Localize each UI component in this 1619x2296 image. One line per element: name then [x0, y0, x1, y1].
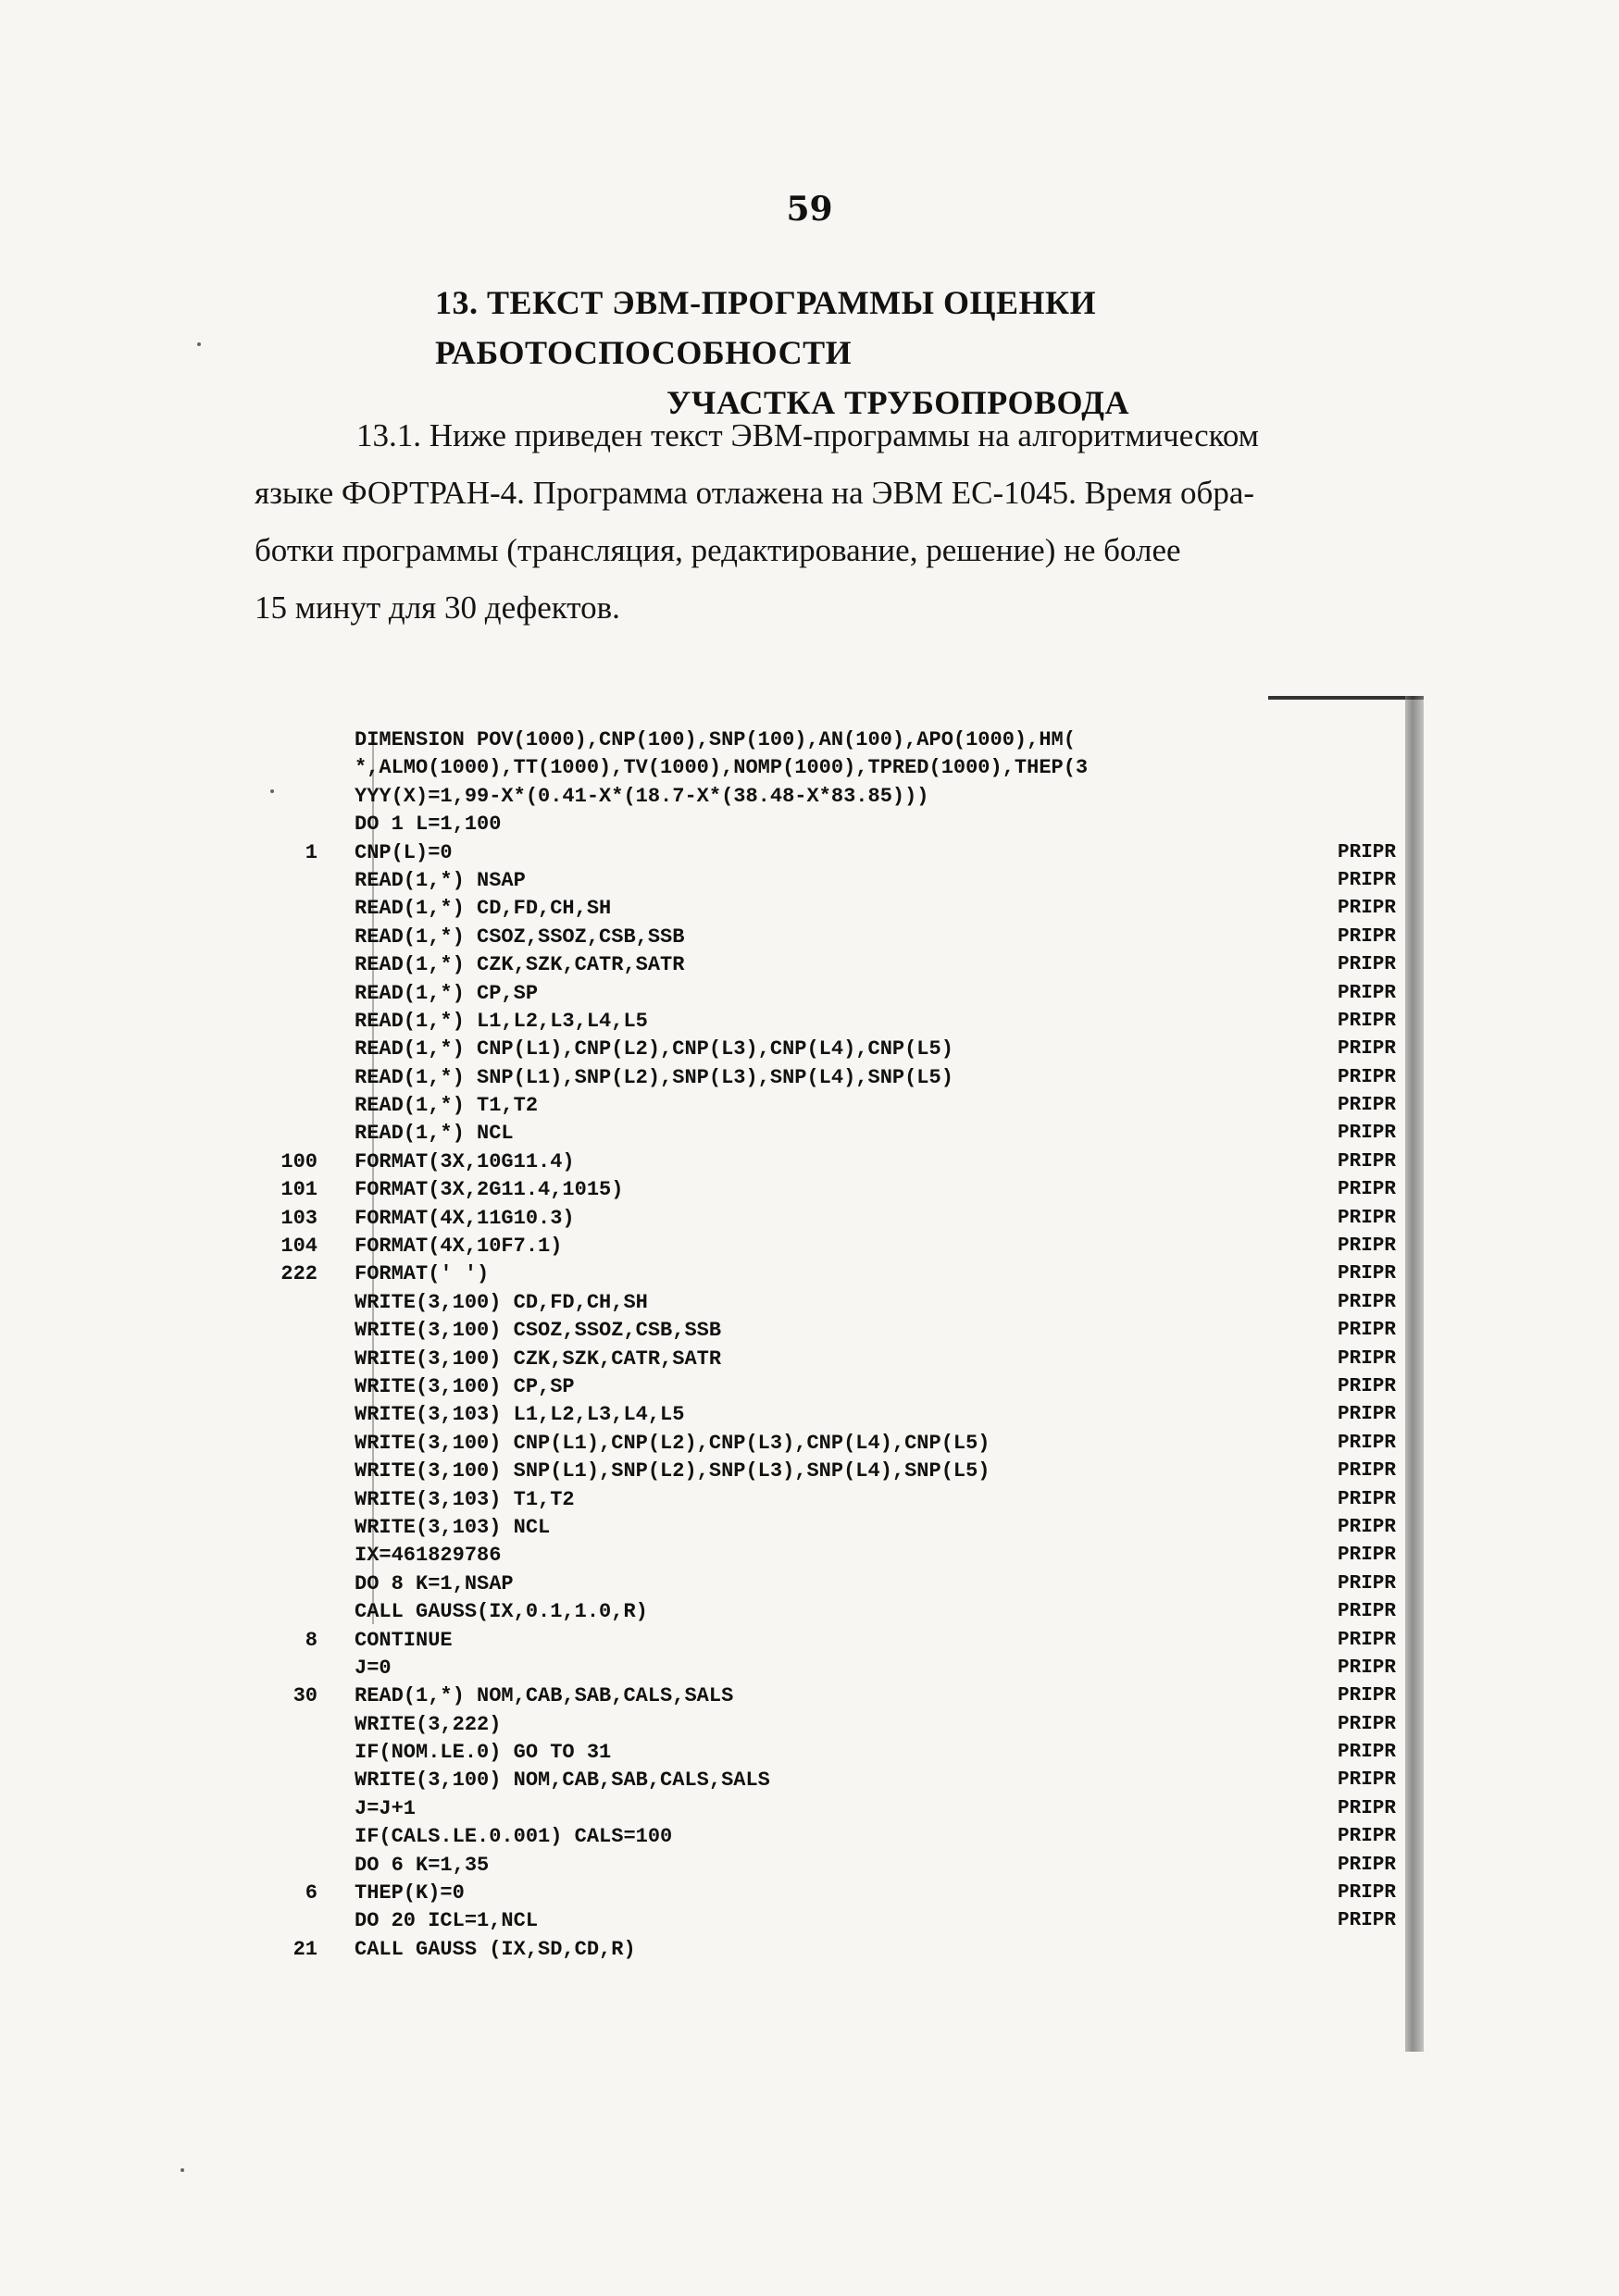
code-line — [236, 980, 1430, 1008]
code-line — [236, 1570, 1430, 1598]
speck — [181, 2168, 184, 2172]
statement-text: WRITE(3,100) CD,FD,CH,SH — [355, 1290, 648, 1314]
statement-text: WRITE(3,103) L1,L2,L3,L4,L5 — [355, 1403, 685, 1427]
statement-text: READ(1,*) CD,FD,CH,SH — [355, 897, 612, 921]
statement-text: FORMAT(4X,11G10.3) — [355, 1206, 575, 1230]
statement-label — [236, 1767, 355, 1794]
code-line — [236, 1739, 1430, 1767]
statement-label: 100 — [280, 1149, 318, 1173]
statement-text: *,ALMO(1000),TT(1000),TV(1000),NOMP(1000),TPRED(1000),THEP(3 — [355, 756, 1089, 780]
sequence-id — [1338, 783, 1430, 811]
sequence-id: PRIPR — [1338, 1095, 1397, 1117]
code-line — [236, 1936, 1430, 1964]
sequence-id: PRIPR — [1338, 1123, 1397, 1145]
code-line — [236, 754, 1430, 782]
statement-text: J=J+1 — [355, 1796, 417, 1820]
sequence-id: PRIPR — [1338, 1516, 1397, 1538]
statement-label: 1 — [305, 840, 318, 864]
statement-label — [236, 1711, 355, 1739]
paragraph-line: 15 минут для 30 дефектов. — [255, 590, 620, 626]
sequence-id: PRIPR — [1338, 1910, 1397, 1932]
code-line — [236, 726, 1430, 754]
statement-label — [236, 1458, 355, 1485]
statement-label — [236, 951, 355, 979]
statement-text: READ(1,*) CSOZ,SSOZ,CSB,SSB — [355, 925, 685, 949]
statement-text: READ(1,*) CNP(L1),CNP(L2),CNP(L3),CNP(L4),CNP(L5) — [355, 1037, 953, 1061]
code-line — [236, 839, 1430, 867]
statement-text: CALL GAUSS(IX,0.1,1.0,R) — [355, 1600, 648, 1624]
statement-text: READ(1,*) NSAP — [355, 868, 526, 892]
statement-label — [236, 924, 355, 951]
page-number: 59 — [786, 190, 833, 229]
statement-text: WRITE(3,222) — [355, 1712, 502, 1736]
statement-text: IF(NOM.LE.0) GO TO 31 — [355, 1741, 612, 1765]
statement-label: 21 — [293, 1937, 318, 1961]
statement-label — [236, 1373, 355, 1401]
statement-text: WRITE(3,103) T1,T2 — [355, 1487, 575, 1511]
statement-text: DIMENSION POV(1000),CNP(100),SNP(100),AN(100),APO(1000),HM( — [355, 728, 1076, 751]
code-line — [236, 1711, 1430, 1739]
fortran-listing — [236, 726, 1430, 1964]
statement-label: 8 — [305, 1628, 318, 1652]
statement-label — [236, 1823, 355, 1851]
statement-label — [236, 1092, 355, 1120]
code-line — [236, 1120, 1430, 1148]
statement-text: FORMAT(3X,10G11.4) — [355, 1149, 575, 1173]
sequence-id: PRIPR — [1338, 1797, 1397, 1819]
statement-label — [236, 726, 355, 754]
statement-text: FORMAT(4X,10F7.1) — [355, 1235, 563, 1259]
statement-text: WRITE(3,100) SNP(L1),SNP(L2),SNP(L3),SNP(L4),SNP(L5) — [355, 1459, 990, 1483]
section-heading — [435, 278, 1416, 428]
sequence-id: PRIPR — [1338, 925, 1397, 948]
statement-text: READ(1,*) NOM,CAB,SAB,CALS,SALS — [355, 1684, 734, 1708]
code-line — [236, 1795, 1430, 1823]
code-line — [236, 1907, 1430, 1935]
code-line — [236, 1373, 1430, 1401]
statement-text: WRITE(3,100) CP,SP — [355, 1374, 575, 1398]
code-line — [236, 1655, 1430, 1682]
code-line — [236, 783, 1430, 811]
sequence-id: PRIPR — [1338, 1038, 1397, 1061]
sequence-id: PRIPR — [1338, 1235, 1397, 1258]
statement-label — [236, 1486, 355, 1514]
statement-text: DO 1 L=1,100 — [355, 813, 502, 837]
speck — [270, 789, 274, 793]
statement-text: CNP(L)=0 — [355, 840, 453, 864]
statement-text: READ(1,*) SNP(L1),SNP(L2),SNP(L3),SNP(L4),SNP(L5) — [355, 1065, 953, 1089]
code-line — [236, 1317, 1430, 1345]
statement-label — [236, 754, 355, 782]
sequence-id: PRIPR — [1338, 841, 1397, 863]
speck — [197, 342, 201, 346]
intro-paragraph — [255, 407, 1439, 637]
statement-label — [236, 1739, 355, 1767]
statement-label — [236, 783, 355, 811]
sequence-id: PRIPR — [1338, 1572, 1397, 1595]
sequence-id — [1338, 811, 1430, 838]
sequence-id: PRIPR — [1338, 1545, 1397, 1567]
sequence-id: PRIPR — [1338, 869, 1397, 891]
statement-label: 103 — [280, 1206, 318, 1230]
statement-label — [236, 811, 355, 838]
paragraph-line: 13.1. Ниже приведен текст ЭВМ-программы на алгоритмическом — [356, 417, 1259, 453]
statement-text: CALL GAUSS (IX,SD,CD,R) — [355, 1937, 636, 1961]
heading-line-2: УЧАСТКА ТРУБОПРОВОДА — [666, 384, 1129, 421]
statement-label — [236, 1120, 355, 1148]
statement-label — [236, 1570, 355, 1598]
sequence-id: PRIPR — [1338, 1742, 1397, 1764]
sequence-id — [1338, 1936, 1430, 1964]
statement-label — [236, 1598, 355, 1626]
sequence-id: PRIPR — [1338, 1066, 1397, 1088]
sequence-id — [1338, 754, 1430, 782]
statement-text: IF(CALS.LE.0.001) CALS=100 — [355, 1825, 673, 1849]
statement-text: READ(1,*) CP,SP — [355, 981, 539, 1005]
code-line — [236, 867, 1430, 895]
code-line — [236, 895, 1430, 923]
statement-label: 6 — [305, 1881, 318, 1905]
statement-label — [236, 1514, 355, 1542]
statement-text: DO 8 K=1,NSAP — [355, 1571, 514, 1595]
code-line — [236, 1346, 1430, 1373]
code-line — [236, 1008, 1430, 1036]
sequence-id: PRIPR — [1338, 1179, 1397, 1201]
statement-label: 101 — [280, 1178, 318, 1202]
sequence-id: PRIPR — [1338, 954, 1397, 976]
sequence-id: PRIPR — [1338, 1207, 1397, 1229]
statement-label — [236, 1008, 355, 1036]
code-line — [236, 951, 1430, 979]
sequence-id: PRIPR — [1338, 1150, 1397, 1173]
code-line — [236, 1542, 1430, 1570]
code-line — [236, 1260, 1430, 1288]
sequence-id: PRIPR — [1338, 1263, 1397, 1285]
statement-label: 222 — [280, 1262, 318, 1286]
code-line — [236, 1486, 1430, 1514]
sequence-id: PRIPR — [1338, 1010, 1397, 1032]
statement-label — [236, 1907, 355, 1935]
sequence-id: PRIPR — [1338, 1404, 1397, 1426]
statement-text: DO 20 ICL=1,NCL — [355, 1909, 539, 1933]
code-line — [236, 1852, 1430, 1880]
code-line — [236, 1148, 1430, 1176]
sequence-id: PRIPR — [1338, 1460, 1397, 1483]
statement-label — [236, 867, 355, 895]
sequence-id: PRIPR — [1338, 1826, 1397, 1848]
code-line — [236, 1064, 1430, 1092]
code-line — [236, 1458, 1430, 1485]
paragraph-line: ботки программы (трансляция, редактирование, решение) не более — [255, 532, 1181, 568]
code-line — [236, 811, 1430, 838]
sequence-id: PRIPR — [1338, 1432, 1397, 1454]
code-line — [236, 1036, 1430, 1063]
code-line — [236, 1682, 1430, 1710]
code-line — [236, 1514, 1430, 1542]
statement-text: FORMAT(' ') — [355, 1262, 490, 1286]
code-line — [236, 1233, 1430, 1260]
sequence-id: PRIPR — [1338, 1713, 1397, 1735]
statement-text: YYY(X)=1,99-X*(0.41-X*(18.7-X*(38.48-X*83.85))) — [355, 784, 929, 808]
statement-text: WRITE(3,100) CZK,SZK,CATR,SATR — [355, 1347, 722, 1371]
code-line — [236, 1430, 1430, 1458]
sequence-id: PRIPR — [1338, 1769, 1397, 1792]
sequence-id: PRIPR — [1338, 1601, 1397, 1623]
sequence-id: PRIPR — [1338, 1488, 1397, 1510]
statement-text: WRITE(3,103) NCL — [355, 1515, 551, 1539]
statement-label — [236, 1346, 355, 1373]
statement-label — [236, 1289, 355, 1317]
statement-label — [236, 1795, 355, 1823]
code-line — [236, 1205, 1430, 1233]
statement-label — [236, 980, 355, 1008]
code-line — [236, 1598, 1430, 1626]
statement-label — [236, 1430, 355, 1458]
statement-text: READ(1,*) NCL — [355, 1122, 514, 1146]
sequence-id: PRIPR — [1338, 898, 1397, 920]
sequence-id — [1338, 726, 1430, 754]
code-line — [236, 1767, 1430, 1794]
statement-label — [236, 1401, 355, 1429]
statement-text: DO 6 K=1,35 — [355, 1853, 490, 1877]
statement-label — [236, 1064, 355, 1092]
sequence-id: PRIPR — [1338, 1629, 1397, 1651]
sequence-id: PRIPR — [1338, 1882, 1397, 1905]
statement-label — [236, 895, 355, 923]
sequence-id: PRIPR — [1338, 1657, 1397, 1679]
code-line — [236, 924, 1430, 951]
statement-label — [236, 1317, 355, 1345]
statement-label — [236, 1655, 355, 1682]
statement-text: IX=461829786 — [355, 1544, 502, 1568]
code-line — [236, 1092, 1430, 1120]
sequence-id: PRIPR — [1338, 1685, 1397, 1707]
statement-text: WRITE(3,100) CSOZ,SSOZ,CSB,SSB — [355, 1319, 722, 1343]
statement-text: FORMAT(3X,2G11.4,1015) — [355, 1178, 624, 1202]
statement-text: READ(1,*) CZK,SZK,CATR,SATR — [355, 953, 685, 977]
statement-label: 30 — [293, 1684, 318, 1708]
statement-text: READ(1,*) L1,L2,L3,L4,L5 — [355, 1009, 648, 1033]
sequence-id: PRIPR — [1338, 982, 1397, 1004]
code-line — [236, 1627, 1430, 1655]
statement-label — [236, 1542, 355, 1570]
statement-label: 104 — [280, 1235, 318, 1259]
code-line — [236, 1880, 1430, 1907]
sequence-id: PRIPR — [1338, 1375, 1397, 1397]
sequence-id: PRIPR — [1338, 1347, 1397, 1370]
statement-text: CONTINUE — [355, 1628, 453, 1652]
statement-label — [236, 1852, 355, 1880]
code-line — [236, 1289, 1430, 1317]
sequence-id: PRIPR — [1338, 1291, 1397, 1313]
code-line — [236, 1823, 1430, 1851]
statement-text: WRITE(3,100) CNP(L1),CNP(L2),CNP(L3),CNP(L4),CNP(L5) — [355, 1431, 990, 1455]
top-rule — [1268, 696, 1424, 700]
paragraph-line: языке ФОРТРАН-4. Программа отлажена на ЭВМ ЕС-1045. Время обра- — [255, 475, 1255, 511]
statement-text: WRITE(3,100) NOM,CAB,SAB,CALS,SALS — [355, 1769, 770, 1793]
statement-text: J=0 — [355, 1656, 392, 1680]
statement-text: READ(1,*) T1,T2 — [355, 1094, 539, 1118]
code-line — [236, 1401, 1430, 1429]
statement-label — [236, 1036, 355, 1063]
sequence-id: PRIPR — [1338, 1320, 1397, 1342]
code-line — [236, 1176, 1430, 1204]
sequence-id: PRIPR — [1338, 1854, 1397, 1876]
heading-line-1: 13. ТЕКСТ ЭВМ-ПРОГРАММЫ ОЦЕНКИ РАБОТОСПОСОБНОСТИ — [435, 284, 1097, 371]
statement-text: THEP(K)=0 — [355, 1881, 465, 1905]
